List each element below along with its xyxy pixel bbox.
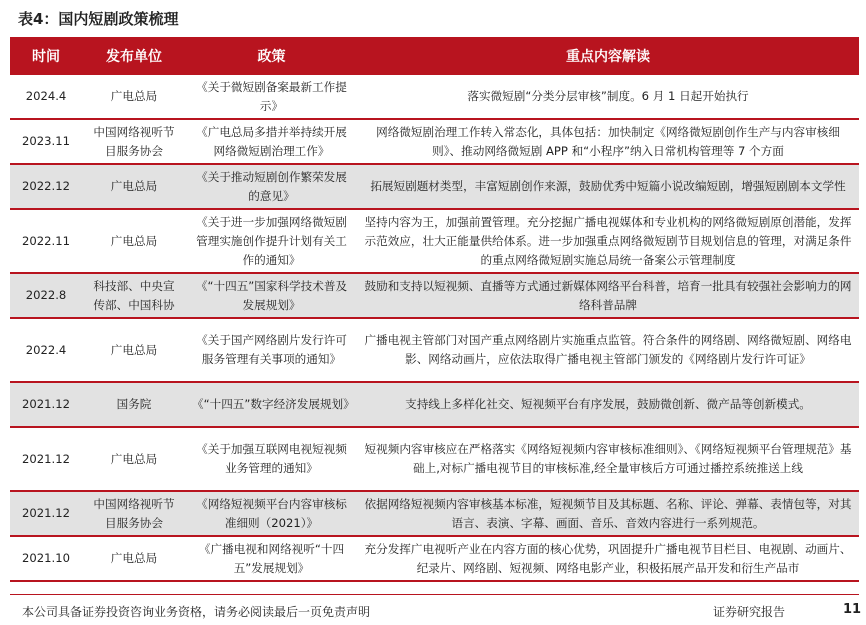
row-time: 2024.4 <box>10 75 82 119</box>
row-org: 国务院 <box>82 382 186 427</box>
table-row <box>10 273 859 318</box>
row-time: 2021.12 <box>10 427 82 491</box>
table-header-row <box>10 37 859 75</box>
row-org: 中国网络视听节目服务协会 <box>82 119 186 164</box>
row-org: 广电总局 <box>82 536 186 581</box>
header-policy: 政策 <box>186 37 357 75</box>
header-time: 时间 <box>10 37 82 75</box>
row-time: 2022.11 <box>10 209 82 273</box>
row-explain: 支持线上多样化社交、短视频平台有序发展，鼓励微创新、微产品等创新模式。 <box>357 382 859 427</box>
row-explain: 短视频内容审核应在严格落实《网络短视频内容审核标准细则》、《网络短视频平台管理规范》基础上,对标广播电视节目的审核标准,经全量审核后方可通过播控系统推送上线 <box>357 427 859 491</box>
table-row <box>10 164 859 209</box>
row-explain: 网络微短剧治理工作转入常态化，具体包括：加快制定《网络微短剧创作生产与内容审核细则》、推动网络微短剧 APP 和“小程序”纳入日常机构管理等 7 个方面 <box>357 119 859 164</box>
table-title: 表4：国内短剧政策梳理 <box>18 10 179 28</box>
row-policy: 《关于微短剧备案最新工作提示》 <box>186 75 357 119</box>
table-row <box>10 318 859 382</box>
row-org: 中国网络视听节目服务协会 <box>82 491 186 536</box>
row-policy: 《关于进一步加强网络微短剧管理实施创作提升计划有关工作的通知》 <box>186 209 357 273</box>
row-org: 广电总局 <box>82 427 186 491</box>
table-row <box>10 427 859 491</box>
row-org: 广电总局 <box>82 318 186 382</box>
header-explain: 重点内容解读 <box>357 37 859 75</box>
header-org: 发布单位 <box>82 37 186 75</box>
row-policy: 《广播电视和网络视听“十四五”发展规划》 <box>186 536 357 581</box>
row-policy: 《广电总局多措并举持续开展网络微短剧治理工作》 <box>186 119 357 164</box>
row-explain: 坚持内容为王，加强前置管理。充分挖掘广播电视媒体和专业机构的网络微短剧原创潜能，发挥示范效应，壮大正能量供给体系。进一步加强重点网络微短剧节目规划信息的管理，对满足条件的重点网络微短剧实施总局统一备案公示管理制度 <box>357 209 859 273</box>
row-policy: 《“十四五”数字经济发展规划》 <box>186 382 357 427</box>
page-number: 11 <box>843 602 862 617</box>
footer-disclaimer: 本公司具备证券投资咨询业务资格，请务必阅读最后一页免责声明 <box>22 605 371 619</box>
table-row <box>10 536 859 581</box>
table-row <box>10 209 859 273</box>
row-org: 广电总局 <box>82 75 186 119</box>
row-explain: 依据网络短视频内容审核基本标准，短视频节目及其标题、名称、评论、弹幕、表情包等，对其语言、表演、字幕、画面、音乐、音效内容进行一系列规范。 <box>357 491 859 536</box>
row-policy: 《关于国产网络剧片发行许可服务管理有关事项的通知》 <box>186 318 357 382</box>
row-time: 2021.10 <box>10 536 82 581</box>
row-time: 2022.12 <box>10 164 82 209</box>
row-explain: 拓展短剧题材类型，丰富短剧创作来源，鼓励优秀中短篇小说改编短剧，增强短剧剧本文学性 <box>357 164 859 209</box>
table-row <box>10 119 859 164</box>
row-time: 2022.4 <box>10 318 82 382</box>
row-time: 2021.12 <box>10 491 82 536</box>
row-policy: 《关于加强互联网电视短视频业务管理的通知》 <box>186 427 357 491</box>
row-explain: 落实微短剧“分类分层审核”制度。6 月 1 日起开始执行 <box>357 75 859 119</box>
row-policy: 《“十四五”国家科学技术普及发展规划》 <box>186 273 357 318</box>
table-row <box>10 382 859 427</box>
row-explain: 充分发挥广电视听产业在内容方面的核心优势，巩固提升广播电视节目栏目、电视剧、动画片、纪录片、网络剧、短视频、网络电影产业，积极拓展产品开发和衍生产品市 <box>357 536 859 581</box>
row-time: 2021.12 <box>10 382 82 427</box>
row-time: 2022.8 <box>10 273 82 318</box>
row-policy: 《网络短视频平台内容审核标准细则（2021）》 <box>186 491 357 536</box>
row-org: 科技部、中央宣传部、中国科协 <box>82 273 186 318</box>
row-org: 广电总局 <box>82 164 186 209</box>
policy-table <box>10 37 859 582</box>
footer-divider <box>10 594 859 595</box>
row-explain: 广播电视主管部门对国产重点网络剧片实施重点监管。符合条件的网络剧、网络微短剧、网络电影、网络动画片，应依法取得广播电视主管部门颁发的《网络剧片发行许可证》 <box>357 318 859 382</box>
table-row <box>10 491 859 536</box>
row-explain: 鼓励和支持以短视频、直播等方式通过新媒体网络平台科普，培育一批具有较强社会影响力的网络科普品牌 <box>357 273 859 318</box>
row-org: 广电总局 <box>82 209 186 273</box>
table-row <box>10 75 859 119</box>
footer-report-label: 证券研究报告 <box>713 605 786 619</box>
row-policy: 《关于推动短剧创作繁荣发展的意见》 <box>186 164 357 209</box>
row-time: 2023.11 <box>10 119 82 164</box>
